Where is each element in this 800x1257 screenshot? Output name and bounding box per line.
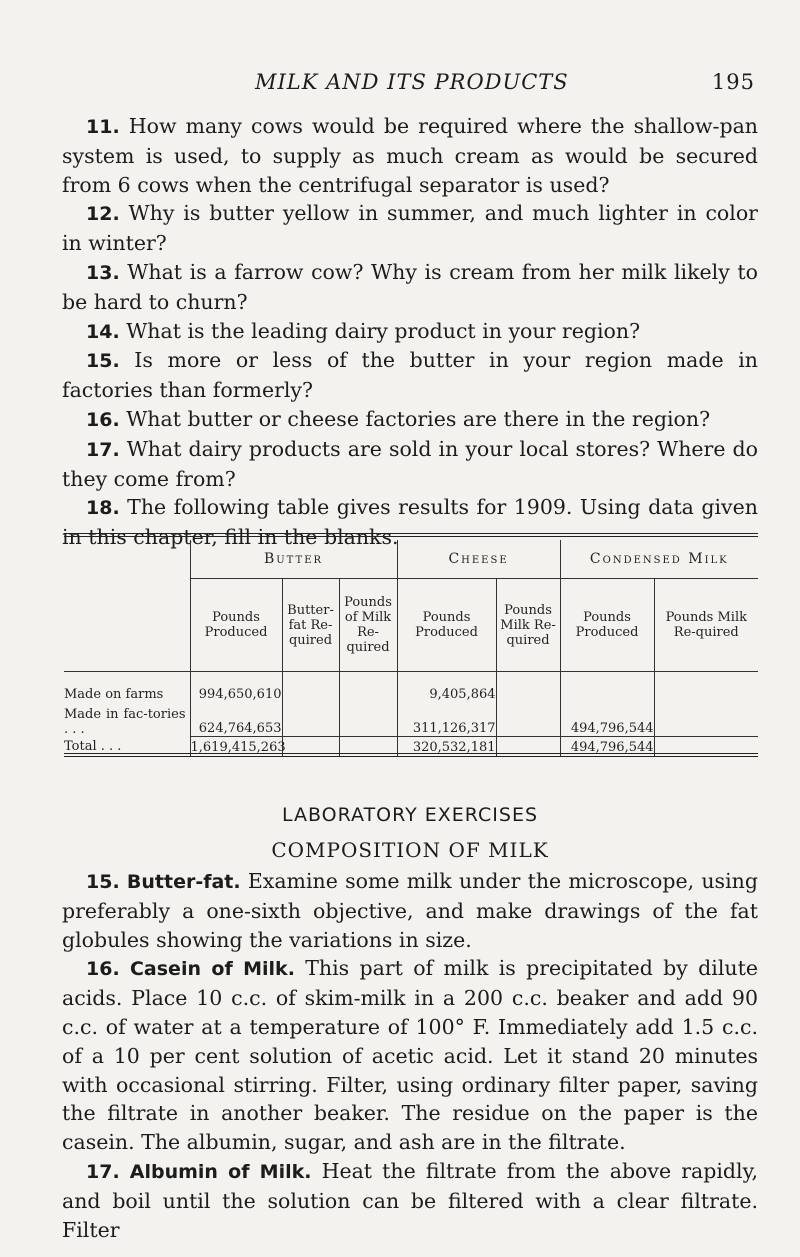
group-header-cheese: Cheese — [397, 540, 560, 579]
running-title: MILK AND ITS PRODUCTS — [255, 70, 569, 94]
question-item — [62, 199, 758, 258]
question-text: What dairy products are sold in your local stores? Where do they come from? — [62, 436, 758, 491]
cell-blank — [654, 702, 758, 737]
exercise-item — [62, 1157, 758, 1244]
exercise-title: Casein of Milk. — [129, 958, 295, 981]
page-number: 195 — [711, 70, 755, 94]
question-item — [62, 112, 758, 199]
exercise-number: 17. — [86, 1160, 120, 1183]
cell-cheese-factories: 311,126,317 — [397, 702, 496, 737]
cell-condensed-factories: 494,796,544 — [560, 702, 654, 737]
header-condensed-pounds-produced: Pounds Produced — [560, 579, 654, 672]
question-number: 12. — [86, 203, 120, 226]
question-number: 17. — [86, 438, 120, 461]
cell-blank — [496, 702, 560, 737]
section-heading: LABORATORY EXERCISES — [281, 804, 539, 826]
section-subheading: COMPOSITION OF MILK — [271, 838, 549, 862]
question-number: 14. — [86, 320, 120, 343]
cell-blank — [560, 672, 654, 703]
cell-blank — [282, 702, 339, 737]
cell-blank — [282, 672, 339, 703]
table-top-rule-inner — [64, 536, 758, 537]
header-butterfat-required: Butter-fat Re-quired — [282, 579, 339, 672]
exercise-title: Butter-fat. — [126, 871, 241, 893]
question-item — [62, 258, 758, 317]
table-bottom-rule — [64, 753, 758, 754]
questions-list — [62, 112, 758, 552]
cell-blank — [339, 672, 397, 703]
row-label-farms: Made on farms — [64, 687, 164, 702]
question-text: What is the leading dairy product in your region? — [126, 318, 641, 343]
question-number: 15. — [86, 350, 120, 373]
exercise-number: 15. — [86, 871, 120, 893]
cell-blank — [654, 672, 758, 703]
dairy-table — [64, 540, 758, 757]
table-row — [64, 702, 758, 737]
exercise-item — [62, 867, 758, 954]
question-text: Why is butter yellow in summer, and much lighter in color in winter? — [62, 201, 758, 256]
cell-butter-farms: 994,650,610 — [190, 672, 282, 703]
table-bottom-rule-inner — [64, 756, 758, 757]
question-text: How many cows would be required where the shallow-pan system is used, to supply as much cream as would be secured from 6 cows when the centrifugal separator is used? — [62, 114, 758, 197]
question-item — [62, 317, 758, 347]
header-cheese-pounds-produced: Pounds Produced — [397, 579, 496, 672]
row-label-total: Total . . . — [64, 739, 122, 755]
laboratory-exercises — [62, 797, 758, 1244]
exercise-title: Albumin of Milk. — [129, 1160, 312, 1183]
question-text: What is a farrow cow? Why is cream from her milk likely to be hard to churn? — [62, 259, 758, 314]
question-item — [62, 405, 758, 435]
header-cheese-milk-required: Pounds Milk Re-quired — [496, 579, 560, 672]
question-text: The following table gives results for 1909. Using data given in this chapter, fill in the blanks. — [62, 495, 758, 550]
exercise-text: Heat the filtrate from the above rapidly, and boil until the solution can be filtered with a clear filtrate. Filter — [62, 1158, 758, 1242]
table-row — [64, 672, 758, 703]
question-number: 11. — [86, 116, 120, 138]
exercise-number: 16. — [86, 958, 120, 981]
group-header-butter: Butter — [190, 540, 397, 579]
header-butter-pounds-produced: Pounds Produced — [190, 579, 282, 672]
cell-butter-total: 1,619,415,263 — [190, 737, 282, 758]
group-header-condensed-milk: Condensed Milk — [560, 540, 758, 579]
table-top-rule — [64, 533, 758, 534]
question-text: What butter or cheese factories are there in the region? — [126, 406, 711, 431]
question-number: 18. — [86, 497, 120, 520]
cell-blank — [496, 672, 560, 703]
cell-cheese-total: 320,532,181 — [397, 737, 496, 758]
exercise-item — [62, 954, 758, 1157]
cell-butter-factories: 624,764,653 — [190, 702, 282, 737]
question-item — [62, 346, 758, 405]
cell-cheese-farms: 9,405,864 — [397, 672, 496, 703]
question-item — [62, 435, 758, 494]
question-number: 13. — [86, 261, 120, 284]
header-butter-milk-required: Pounds of Milk Re-quired — [339, 579, 397, 672]
row-label-factories: Made in fac-tories . . . — [64, 706, 186, 737]
table-corner — [64, 540, 190, 579]
table-corner-lower — [64, 579, 190, 672]
header-condensed-milk-required: Pounds Milk Re-quired — [654, 579, 758, 672]
exercise-text: This part of milk is precipitated by dilute acids. Place 10 c.c. of skim-milk in a 200 c.c. beaker and add 90 c.c. of water at a temperature of 100° F. Immediately add 1.5 c.c. of a 10 per cent solution of acetic acid. Let it stand 20 minutes with occasional stirring. Filter, using ordinary filter paper, saving the filtrate in another beaker. The residue on the paper is the casein. The albumin, sugar, and ash are in the filtrate. — [62, 956, 758, 1155]
question-text: Is more or less of the butter in your region made in factories than formerly? — [62, 348, 758, 403]
question-number: 16. — [86, 408, 120, 431]
exercise-text: Examine some milk under the microscope, using preferably a one-sixth objective, and make drawings of the fat globules showing the variations in size. — [62, 869, 758, 952]
cell-condensed-total: 494,796,544 — [560, 737, 654, 758]
cell-blank — [339, 702, 397, 737]
